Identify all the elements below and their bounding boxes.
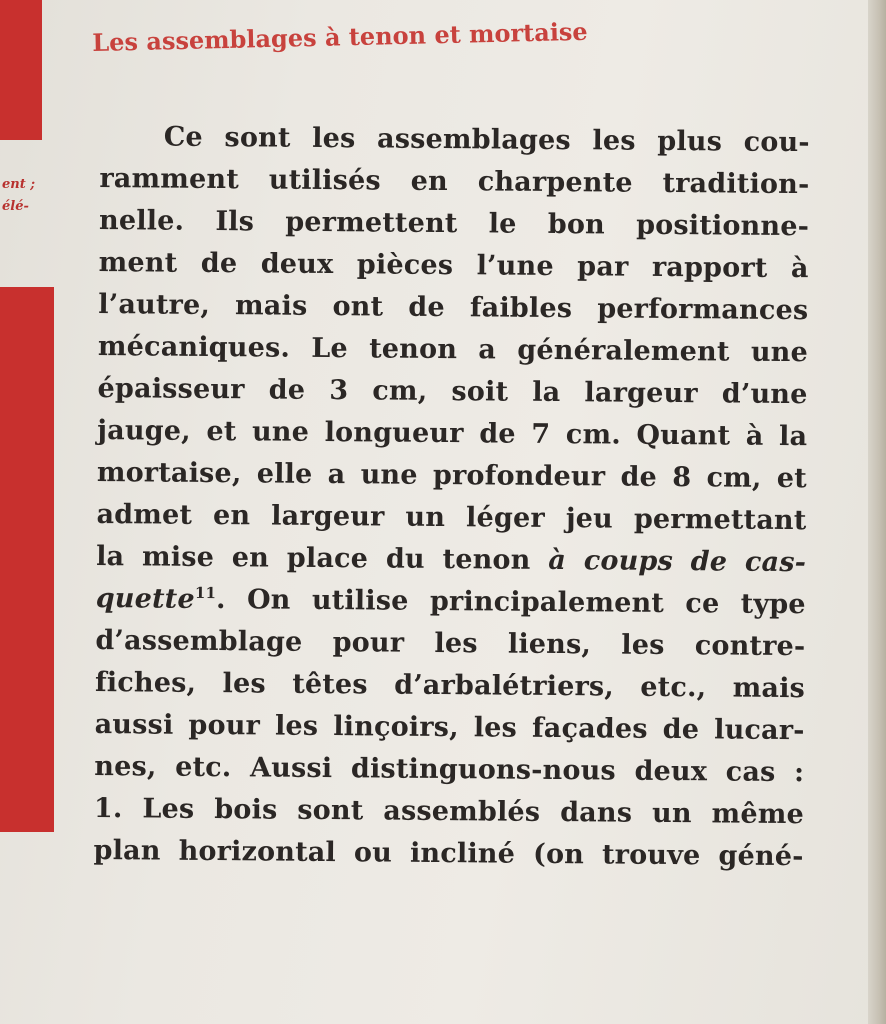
text-line: 1. Les bois sont assemblés dans un même xyxy=(93,792,805,831)
text-span: la mise en place du tenon xyxy=(96,540,531,576)
text-line: jauge, et une longueur de 7 cm. Quant à la xyxy=(97,414,808,453)
text-line: admet en largeur un léger jeu permettant xyxy=(96,498,807,537)
text-line: ment de deux pièces l’une par rapport à xyxy=(98,246,809,285)
red-margin-bar-bottom xyxy=(0,287,54,832)
text-line-with-italic xyxy=(96,536,806,584)
page-edge-shadow xyxy=(868,0,886,1024)
text-line: fiches, les têtes d’arbalétriers, etc., mais xyxy=(94,666,806,705)
red-margin-bar-top xyxy=(0,0,42,140)
text-line: d’assemblage pour les liens, les contre- xyxy=(95,624,806,663)
body-paragraph xyxy=(93,116,810,878)
text-line-with-footnote xyxy=(96,578,806,626)
text-line: mortaise, elle a une profondeur de 8 cm, et xyxy=(96,456,807,495)
text-line: nes, etc. Aussi distinguons-nous deux cas : xyxy=(94,750,805,789)
margin-note-1: ent ; xyxy=(2,177,36,192)
margin-note-2: élé- xyxy=(2,199,29,214)
text-line: mécaniques. Le tenon a généralement une xyxy=(97,330,809,369)
text-line: l’autre, mais ont de faibles performances xyxy=(98,288,809,327)
text-span: . On utilise principalement ce type xyxy=(215,584,806,621)
text-line: ramment utilisés en charpente tradition- xyxy=(99,162,810,201)
text-line: nelle. Ils permettent le bon positionne- xyxy=(98,204,810,243)
italic-phrase-end: quette xyxy=(95,582,195,615)
text-line: Ce sont les assemblages les plus cou- xyxy=(163,121,810,159)
footnote-marker: 11 xyxy=(194,583,217,603)
text-line: aussi pour les linçoirs, les façades de lucar- xyxy=(94,708,805,747)
italic-phrase: à coups de cas- xyxy=(548,544,807,579)
section-heading: Les assemblages à tenon et mortaise xyxy=(92,16,588,57)
text-line: épaisseur de 3 cm, soit la largeur d’une xyxy=(97,372,808,411)
text-line: plan horizontal ou incliné (on trouve géné- xyxy=(93,834,804,873)
